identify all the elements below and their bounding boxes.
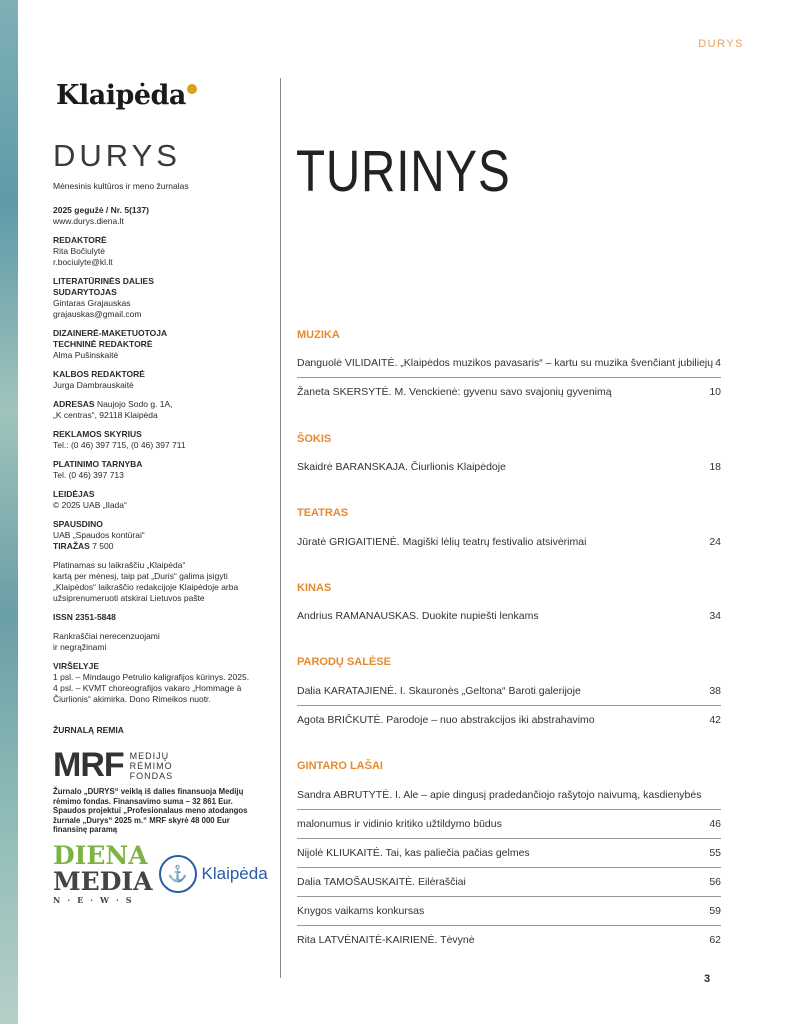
toc-entry: Knygos vaikams konkursas 59 [297,905,721,917]
partner-logos [53,840,273,905]
toc-entry: Skaidrė BARANSKAJA. Čiurlionis Klaipėdoje 18 [297,461,721,473]
ads-info: REKLAMOS SKYRIUS Tel.: (0 46) 397 715, (0 46) 397 711 [53,429,186,450]
distribution-info: PLATINIMO TARNYBA Tel. (0 46) 397 713 [53,459,143,480]
toc-entry: Dalia TAMOŠAUSKAITĖ. Eilėraščiai 56 [297,876,721,888]
section-heading: ŠOKIS [297,433,332,445]
toc-entry: malonumus ir vidinio kritiko užtildymo būdus 46 [297,818,721,830]
divider-line [297,377,721,378]
toc-entry: Žaneta SKERSYTĖ. M. Venckienė: gyvenu savo svajonių gyvenimą 10 [297,386,721,398]
divider-line [297,705,721,706]
klaipeda-crest-icon: ⚓ [159,855,197,893]
issue-info: 2025 gegužė / Nr. 5(137) www.durys.diena.lt [53,205,149,226]
toc-entry: Dalia KARATAJIENĖ. I. Skauronės „Geltona“ Baroti galerijoje 38 [297,685,721,697]
durys-logo: DURYS [53,138,181,173]
publisher-info: LEIDĖJAS © 2025 UAB „Ilada“ [53,489,127,510]
tagline: Mėnesinis kultūros ir meno žurnalas [53,181,189,191]
issn: ISSN 2351-5848 [53,612,116,622]
divider-line [297,867,721,868]
section-heading: MUZIKA [297,329,340,341]
section-heading: TEATRAS [297,507,349,519]
toc-entry: Danguolė VILIDAITĖ. „Klaipėdos muzikos pavasaris“ – kartu su muzika švenčiant jubiliejų 4 [297,357,721,369]
header-mark: DURYS [698,38,744,50]
designer-info: DIZAINERĖ-MAKETUOTOJA TECHNINĖ REDAKTORĖ Alma Pušinskaitė [53,328,168,360]
toc-entry: Andrius RAMANAUSKAS. Duokite nupiešti lenkams 34 [297,610,721,622]
divider-line [297,896,721,897]
masthead [53,80,273,905]
section-heading: GINTARO LAŠAI [297,760,383,772]
address-info: ADRESAS Naujojo Sodo g. 1A, „K centras“, 92118 Klaipėda [53,399,173,420]
page-number: 3 [704,973,711,985]
divider-line [297,838,721,839]
column-divider [280,78,281,978]
sponsor-note: Žurnalo „DURYS“ veiklą iš dalies finansuoja Medijų rėmimo fondas. Finansavimo suma – 32 861 Eur. Spaudos projektui „Profesionalaus meno atodangos žurnale „Durys“ 2025 m.“ MRF skyrė 48 000 Eur finansinę paramą [53,787,248,834]
mrf-logo: MRF MEDIJŲ RĖMIMO FONDAS [53,746,174,784]
section-heading: PARODŲ SALĖSE [297,656,391,668]
page-title: TURINYS [296,139,511,204]
sponsor-label: ŽURNALĄ REMIA [53,725,124,735]
manuscript-note: Rankraščiai nerecenzuojami ir negrąžinami [53,631,160,652]
seal-icon [187,84,197,94]
cover-sea-strip [0,0,18,1024]
cover-info: VIRŠELYJE 1 psl. – Mindaugo Petrulio kaligrafijos kūrinys. 2025. 4 psl. – KVMT choreografijos vakaro „Hommage à Čiurlionis“ akimirka. Dono Rimeikos nuotr. [53,661,250,704]
divider-line [297,925,721,926]
section-heading: KINAS [297,582,332,594]
distribution-note: Platinamas su laikraščiu „Klaipėda“ kartą per mėnesį, taip pat „Duris“ galima įsigyti „Klaipėdos“ laikraščio redakcijoje Klaipėdoje arba užsiprenumeruoti atskirai Lietuvos pašte [53,560,239,603]
editor-info: REDAKTORĖ Rita Bočiulytė r.bociulyte@kl.lt [53,235,113,267]
printer-info: SPAUSDINO UAB „Spaudos kontūrai“ TIRAŽAS 7 500 [53,519,145,551]
toc-entry: Sandra ABRUTYTĖ. I. Ale – apie dingusį pradedančiojo rašytojo naivumą, kasdienybės [297,789,702,801]
diena-media-logo: DIENA MEDIA N·E·W·S [53,840,153,905]
klaipeda-logo: Klaipėda [56,80,273,111]
klaipeda-city-logo: Klaipėda [201,863,268,883]
literature-editor-info: LITERATŪRINĖS DALIES SUDARYTOJAS Gintaras Grajauskas grajauskas@gmail.com [53,276,154,319]
toc-entry: Agota BRIČKUTĖ. Parodoje – nuo abstrakcijos iki abstrahavimo 42 [297,714,721,726]
toc-entry: Jūratė GRIGAITIENĖ. Magiški lėlių teatrų festivalio atsivėrimai 24 [297,536,721,548]
toc-entry: Rita LATVĖNAITĖ-KAIRIENĖ. Tėvynė 62 [297,934,721,946]
toc-entry: Nijolė KLIUKAITĖ. Tai, kas paliečia pačias gelmes 55 [297,847,721,859]
language-editor-info: KALBOS REDAKTORĖ Jurga Dambrauskaitė [53,369,145,390]
divider-line [297,809,721,810]
